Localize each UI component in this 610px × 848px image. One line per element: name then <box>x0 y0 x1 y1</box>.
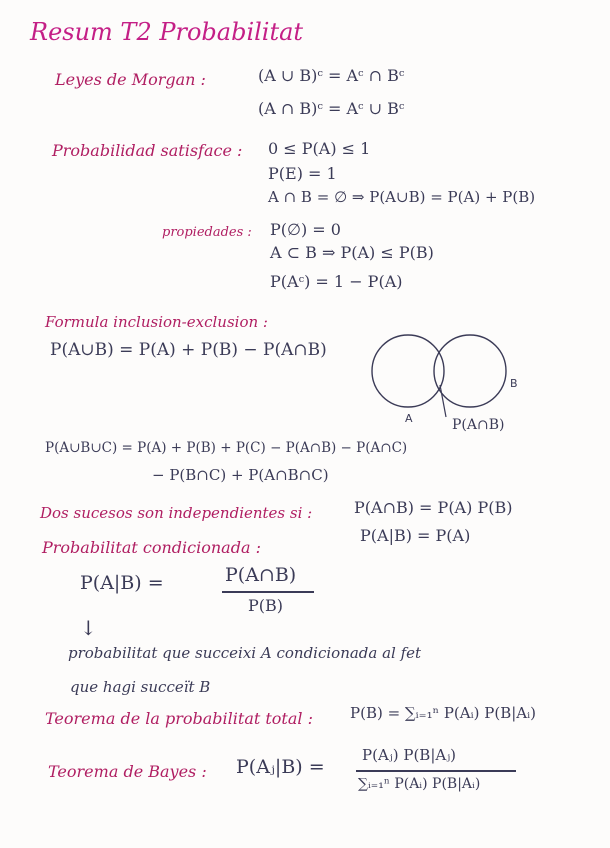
bayes-lhs: P(Aⱼ|B) = <box>236 756 325 778</box>
total-probability-label: Teorema de la probabilitat total : <box>45 709 313 728</box>
morgan-eq-1: (A ∪ B)ᶜ = Aᶜ ∩ Bᶜ <box>258 66 405 85</box>
bayes-fraction-bar <box>356 770 516 772</box>
property-eq-1: P(∅) = 0 <box>270 220 341 239</box>
property-eq-3: P(Aᶜ) = 1 − P(A) <box>270 272 403 291</box>
independence-eq-1: P(A∩B) = P(A) P(B) <box>354 498 513 517</box>
bayes-label: Teorema de Bayes : <box>48 762 207 781</box>
conditional-denominator: P(B) <box>248 596 284 615</box>
axiom-eq-1: 0 ≤ P(A) ≤ 1 <box>268 139 371 158</box>
axioms-label: Probabilidad satisface : <box>52 141 243 160</box>
page-title: Resum T2 Probabilitat <box>30 18 304 46</box>
venn-intersection-label: P(A∩B) <box>452 417 505 433</box>
down-arrow-icon: ↓ <box>80 616 97 640</box>
inclusion-exclusion-eq-3: − P(B∩C) + P(A∩B∩C) <box>152 466 329 484</box>
conditional-lhs: P(A|B) = <box>80 572 164 594</box>
inclusion-exclusion-eq-2: P(A∪B∪C) = P(A) + P(B) + P(C) − P(A∩B) − P(A∩C) <box>45 440 408 456</box>
bayes-denominator: ∑ᵢ₌₁ⁿ P(Aᵢ) P(B|Aᵢ) <box>358 776 481 792</box>
venn-circle-b <box>434 335 506 407</box>
axiom-eq-2: P(E) = 1 <box>268 164 337 183</box>
inclusion-exclusion-label: Formula inclusion-exclusion : <box>45 313 268 331</box>
properties-label: propiedades : <box>162 225 252 240</box>
independence-eq-2: P(A|B) = P(A) <box>360 526 471 545</box>
total-probability-eq: P(B) = ∑ᵢ₌₁ⁿ P(Aᵢ) P(B|Aᵢ) <box>350 704 536 722</box>
conditional-note-2: que hagi succeït B <box>70 678 211 696</box>
conditional-fraction-bar <box>222 591 314 593</box>
conditional-numerator: P(A∩B) <box>225 564 297 586</box>
property-eq-2: A ⊂ B ⇒ P(A) ≤ P(B) <box>270 243 434 262</box>
conditional-label: Probabilitat condicionada : <box>42 538 261 557</box>
venn-label-a: A <box>405 412 413 425</box>
morgan-label: Leyes de Morgan : <box>55 70 206 89</box>
venn-pointer <box>440 385 446 417</box>
venn-label-b: B <box>510 377 518 390</box>
bayes-numerator: P(Aⱼ) P(B|Aⱼ) <box>362 746 457 764</box>
conditional-note-1: probabilitat que succeixi A condicionada al fet <box>68 644 422 662</box>
axiom-eq-3: A ∩ B = ∅ ⇒ P(A∪B) = P(A) + P(B) <box>268 188 536 206</box>
venn-diagram <box>360 325 560 435</box>
inclusion-exclusion-eq-1: P(A∪B) = P(A) + P(B) − P(A∩B) <box>50 340 327 360</box>
morgan-eq-2: (A ∩ B)ᶜ = Aᶜ ∪ Bᶜ <box>258 99 405 118</box>
independence-label: Dos sucesos son independientes si : <box>40 504 313 522</box>
venn-circle-a <box>372 335 444 407</box>
